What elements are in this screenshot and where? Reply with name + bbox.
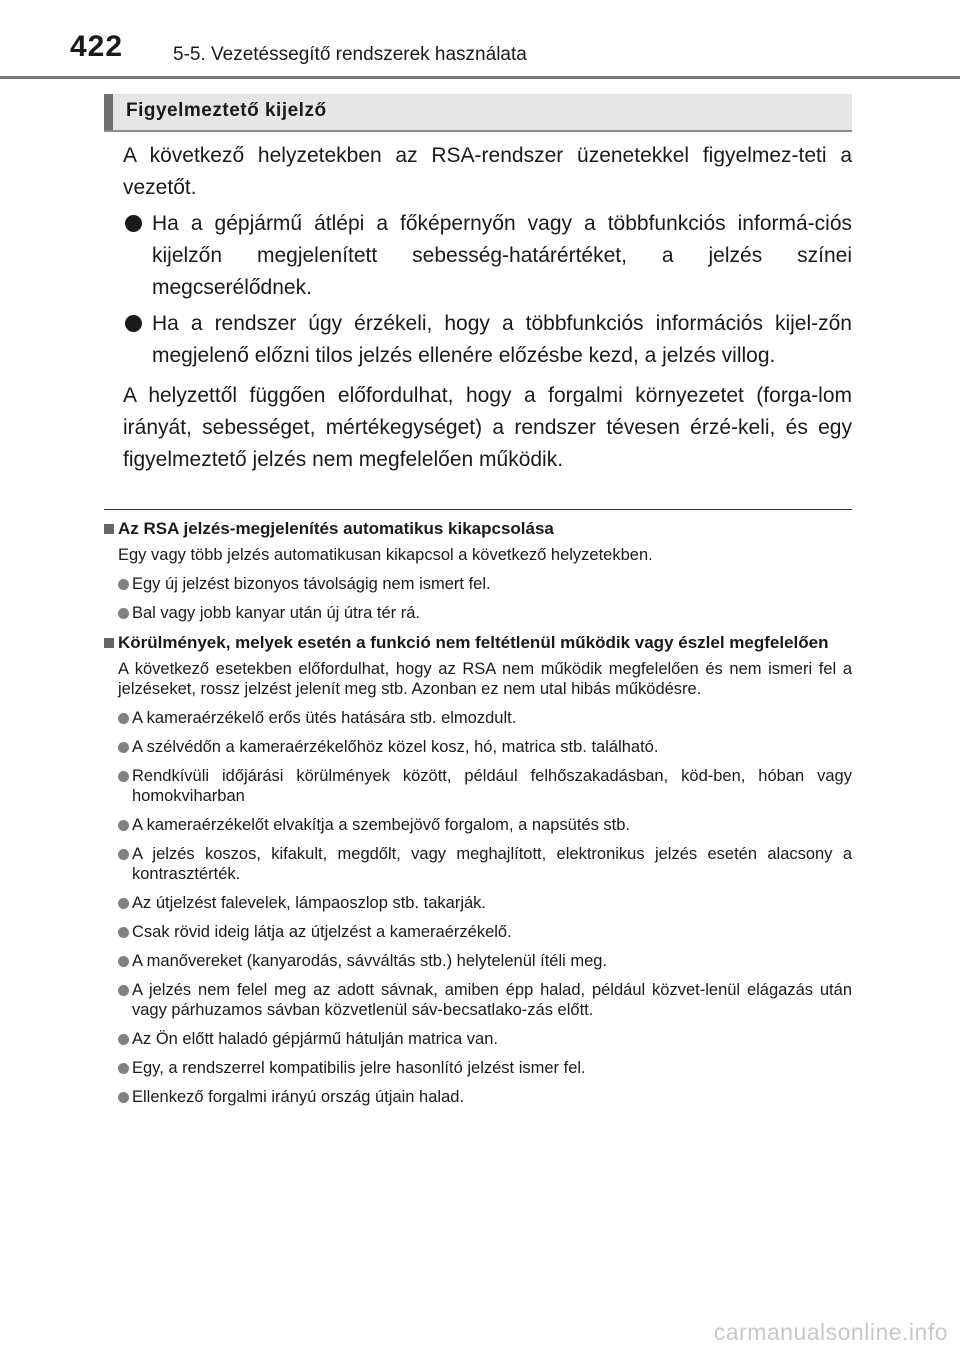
bullet-dot-icon (118, 1034, 129, 1045)
note-heading-text: Az RSA jelzés-megjelenítés automatikus kikapcsolása (118, 519, 554, 538)
bullet-dot-icon (118, 898, 129, 909)
bullet-dot-icon (118, 1063, 129, 1074)
main-bullet (123, 208, 852, 304)
note-bullet-text: Az útjelzést falevelek, lámpaoszlop stb. takarják. (132, 894, 487, 912)
note-bullet (104, 1058, 852, 1078)
bullet-dot-icon (118, 927, 129, 938)
note-bullet-text: Rendkívüli időjárási körülmények között, például felhőszakadásban, köd-ben, hóban vagy homokviharban (132, 767, 852, 805)
bullet-dot-icon (118, 985, 129, 996)
bullet-dot-icon (118, 820, 129, 831)
bullet-dot-icon (118, 579, 129, 590)
intro-paragraph: A következő helyzetekben az RSA-rendszer üzenetekkel figyelmez-teti a vezetőt. (123, 144, 852, 199)
section-bar-accent (104, 94, 113, 130)
note-bullet (104, 708, 852, 728)
note-bullet-text: Bal vagy jobb kanyar után új útra tér rá. (132, 604, 420, 622)
main-bullet-text: Ha a gépjármű átlépi a főképernyőn vagy a többfunkciós informá-ciós kijelzőn megjelenített sebesség-határértéket, a jelzés színei megcserélődnek. (152, 212, 852, 299)
bullet-dot-icon (125, 215, 142, 232)
square-bullet-icon (104, 524, 114, 534)
note-bullet-text: Csak rövid ideig látja az útjelzést a kameraérzékelő. (132, 923, 512, 941)
note-bullet (104, 815, 852, 835)
watermark: carmanualsonline.info (713, 1319, 948, 1345)
note-bullet-text: A kameraérzékelőt elvakítja a szembejövő forgalom, a napsütés stb. (132, 816, 631, 834)
bullet-dot-icon (125, 315, 142, 332)
note-bullet-text: A jelzés nem felel meg az adott sávnak, amiben épp halad, például közvet-lenül elágazás után vagy párhuzamos sávban közvetlenül sáv-becsatlako-zás előtt. (132, 981, 852, 1019)
note-bullet-text: A manővereket (kanyarodás, sávváltás stb.) helytelenül ítéli meg. (132, 952, 608, 970)
note-bullet-text: A szélvédőn a kameraérzékelőhöz közel kosz, hó, matrica stb. található. (132, 738, 659, 756)
main-bullet (123, 308, 852, 372)
bullet-dot-icon (118, 956, 129, 967)
notes-section (104, 518, 852, 1107)
bullet-dot-icon (118, 771, 129, 782)
square-bullet-icon (104, 638, 114, 648)
bullet-dot-icon (118, 849, 129, 860)
header-divider (0, 76, 960, 79)
note-bullet (104, 1087, 852, 1107)
section-divider (104, 509, 852, 510)
main-bullet-text: Ha a rendszer úgy érzékeli, hogy a többfunkciós információs kijel-zőn megjelenő előzni tilos jelzés ellenére előzésbe kezd, a jelzés villog. (152, 312, 852, 367)
note-bullet-text: Egy, a rendszerrel kompatibilis jelre hasonlító jelzést ismer fel. (132, 1059, 586, 1077)
note-bullet (104, 766, 852, 806)
bullet-dot-icon (118, 713, 129, 724)
page-header (0, 0, 960, 80)
note-bullet (104, 574, 852, 594)
outro-paragraph: A helyzettől függően előfordulhat, hogy a forgalmi környezetet (forga-lom irányát, sebességet, mértékegységet) a rendszer tévesen érzé-keli, és egy figyelmeztető jelzés nem megfelelően működik. (123, 384, 852, 471)
note-bullet-text: Az Ön előtt haladó gépjármű hátulján matrica van. (132, 1030, 498, 1048)
bullet-dot-icon (118, 1092, 129, 1103)
note-bullet (104, 951, 852, 971)
note-bullet (104, 922, 852, 942)
note-bullet-text: A jelzés koszos, kifakult, megdőlt, vagy meghajlított, elektronikus jelzés esetén alacsony a kontrasztérték. (132, 845, 852, 883)
bullet-dot-icon (118, 608, 129, 619)
bullet-dot-icon (118, 742, 129, 753)
note-bullet-text: A kameraérzékelő erős ütés hatására stb. elmozdult. (132, 709, 517, 727)
note-bullet-text: Egy új jelzést bizonyos távolságig nem ismert fel. (132, 575, 491, 593)
note-bullet (104, 893, 852, 913)
note-bullet (104, 737, 852, 757)
note-bullet-text: Ellenkező forgalmi irányú ország útjain halad. (132, 1088, 465, 1106)
page-number: 422 (70, 30, 124, 63)
note-bullet (104, 1029, 852, 1049)
note-heading (104, 632, 852, 654)
note-paragraph: A következő esetekben előfordulhat, hogy az RSA nem működik megfelelően és nem ismeri fel a jelzéseket, rossz jelzést jelenít meg stb. Azonban ez nem utal hibás működésre. (118, 660, 852, 698)
section-heading-bar (104, 94, 852, 132)
chapter-title: 5-5. Vezetéssegítő rendszerek használata (173, 44, 527, 65)
note-bullet (104, 603, 852, 623)
note-heading-text: Körülmények, melyek esetén a funkció nem feltétlenül működik vagy észlel megfelelően (118, 633, 829, 652)
note-bullet (104, 844, 852, 884)
note-paragraph: Egy vagy több jelzés automatikusan kikapcsol a következő helyzetekben. (118, 546, 653, 564)
note-heading (104, 518, 852, 540)
main-content (123, 140, 852, 476)
section-title: Figyelmeztető kijelző (126, 100, 327, 121)
note-bullet (104, 980, 852, 1020)
